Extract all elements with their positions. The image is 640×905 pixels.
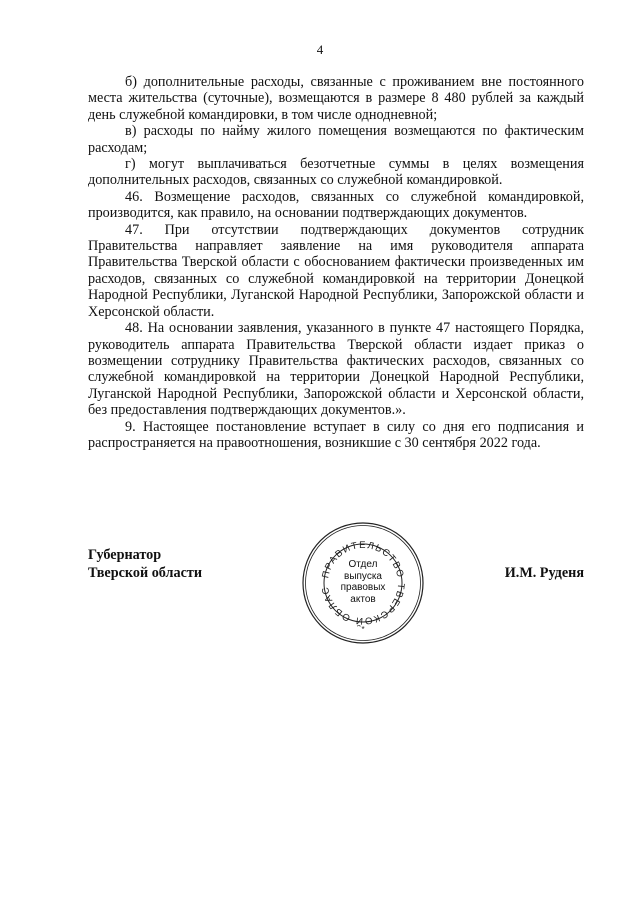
- paragraph-46: 46. Возмещение расходов, связанных со служебной командировкой, производится, как правило, на основании подтверждающих документов.: [88, 188, 584, 222]
- paragraph-g: г) могут выплачиваться безотчетные суммы в целях возмещения дополнительных расходов, связанных со служебной командировкой.: [88, 156, 584, 189]
- svg-text:*: *: [361, 625, 365, 634]
- signatory-position-line1: Губернатор: [88, 547, 162, 563]
- signatory-position-line2: Тверской области: [88, 565, 203, 581]
- signatory-position: [88, 546, 202, 582]
- document-body: [88, 74, 584, 451]
- page-number: 4: [316, 42, 324, 57]
- paragraph-47: 47. При отсутствии подтверждающих документов сотрудник Правительства направляет заявление на имя руководителя аппарата Правительства Тверской области с обоснованием фактически произведенных им расходов, связанных со служебной командировкой на территории Донецкой Народной Республики, Луганской Народной Республики, Запорожской области и Херсонской области.: [88, 221, 584, 320]
- signatory-name: И.М. Руденя: [504, 565, 584, 581]
- paragraph-v: в) расходы по найму жилого помещения возмещаются по фактическим расходам;: [88, 123, 584, 156]
- stamp-center-text: Отдел выпуска правовых актов: [340, 559, 386, 605]
- official-stamp: [293, 510, 428, 648]
- paragraph-48: 48. На основании заявления, указанного в пункте 47 настоящего Порядка, руководитель аппарата Правительства Тверской области издает приказ о возмещении сотруднику Правительства фактических расходов, связанных со служебной командировкой на территории Донецкой Народной Республики, Луганской Народной Республики, Запорожской области и Херсонской области, без предоставления подтверждающих документов.».: [88, 320, 584, 419]
- paragraph-9: 9. Настоящее постановление вступает в силу со дня его подписания и распространяется на правоотношения, возникшие с 30 сентября 2022 года.: [88, 418, 584, 451]
- paragraph-b: б) дополнительные расходы, связанные с проживанием вне постоянного места жительства (суточные), возмещаются в размере 8 480 рублей за каждый день служебной командировки, в том числе однодневной;: [88, 74, 584, 123]
- stamp-ring-text: ПРАВИТЕЛЬСТВО ТВЕРСКОЙ ОБЛАСТИ: [293, 510, 407, 627]
